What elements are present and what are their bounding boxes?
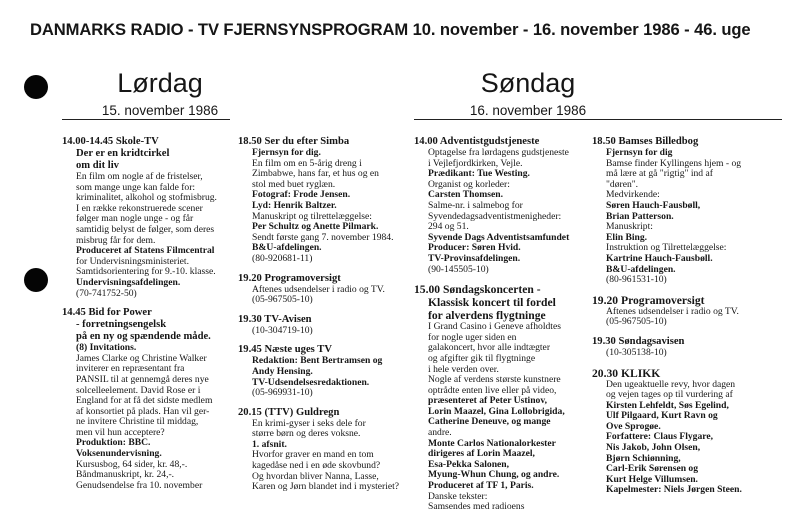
program-line: Myung-Whun Chung, og andre. bbox=[428, 469, 560, 481]
program-entry bbox=[414, 136, 602, 275]
program-description bbox=[414, 148, 602, 275]
program-line: og vejen tages op til vurdering af bbox=[606, 389, 733, 401]
program-line: En krimi-gyser i seks dele for bbox=[252, 417, 366, 429]
program-line: Catherine Deneuve, og mange bbox=[428, 416, 551, 428]
program-line: samtidig belyst de følger, som deres bbox=[76, 223, 215, 235]
program-line: for alverdens flygtninge bbox=[428, 309, 546, 323]
program-line: dirigeres af Lorin Maazel, bbox=[428, 448, 535, 460]
program-line: for nogle uger siden en bbox=[428, 331, 517, 343]
divider-sunday bbox=[414, 119, 782, 120]
program-line: Nis Jakob, John Olsen, bbox=[606, 442, 701, 454]
program-entry bbox=[238, 136, 418, 265]
program-line: Kursusbog, 64 sider, kr. 48,-. bbox=[76, 458, 188, 470]
program-title: 14.00-14.45 Skole-TV bbox=[62, 136, 159, 147]
program-line: Genudsendelse fra 10. november bbox=[76, 479, 203, 491]
program-line: Klassisk koncert til fordel bbox=[428, 296, 556, 310]
program-title: 19.20 Programoversigt bbox=[238, 272, 341, 284]
day-heading-sunday bbox=[428, 68, 628, 120]
program-line: Og hvordan bliver Nanna, Lasse, bbox=[252, 470, 379, 482]
program-title: 14.00 Adventistgudstjeneste bbox=[414, 136, 540, 147]
program-line: præsenteret af Peter Ustinov, bbox=[428, 395, 548, 407]
program-description bbox=[238, 419, 418, 493]
program-line: Produceret af TF 1, Paris. bbox=[428, 480, 534, 492]
program-entry bbox=[62, 307, 232, 491]
program-title: 19.45 Næste uges TV bbox=[238, 344, 332, 356]
program-line: Lyd: Henrik Baltzer. bbox=[252, 199, 337, 211]
day-date: 15. november 1986 bbox=[101, 103, 219, 118]
divider-saturday bbox=[62, 119, 230, 120]
program-entry bbox=[592, 136, 787, 286]
program-entry bbox=[238, 407, 418, 493]
program-line: Fotograf: Frode Jensen. bbox=[252, 189, 351, 201]
program-description bbox=[238, 326, 418, 337]
program-line: 1. afsnit. bbox=[252, 438, 287, 450]
program-title: 18.50 Bamses Billedbog bbox=[592, 136, 699, 147]
program-description bbox=[414, 296, 602, 513]
program-line: Søren Hauch-Fausbøll, bbox=[606, 199, 701, 211]
program-line: Nogle af verdens største kunstnere bbox=[428, 374, 561, 386]
program-line: I Grand Casino i Geneve afholdtes bbox=[428, 321, 561, 333]
program-description bbox=[62, 148, 232, 299]
binder-hole-bottom bbox=[24, 268, 48, 292]
program-title: 19.30 Søndagsavisen bbox=[592, 335, 685, 347]
program-title: 19.20 Programoversigt bbox=[592, 293, 705, 307]
program-line: TV-Udsendelsesredaktionen. bbox=[252, 376, 370, 388]
program-title: 15.00 Søndagskoncerten - bbox=[414, 283, 541, 297]
program-line: ne invitere Christine til middag, bbox=[76, 416, 199, 428]
program-line: i Vejlefjordkirken, Vejle. bbox=[428, 157, 523, 169]
program-line: (80-961531-10) bbox=[606, 274, 667, 286]
program-line: Lorin Maazel, Gina Lollobrigida, bbox=[428, 405, 565, 417]
program-line: Per Schultz og Anette Pilmark. bbox=[252, 221, 379, 233]
program-line: Syvende Dags Adventistsamfundet bbox=[428, 231, 570, 243]
program-line: for Undervisningsministeriet. bbox=[76, 255, 189, 267]
day-heading-saturday bbox=[80, 68, 240, 120]
program-line: Prædikant: Tue Westing. bbox=[428, 168, 530, 180]
program-line: Carsten Thomsen. bbox=[428, 189, 503, 201]
program-line: "døren". bbox=[606, 178, 639, 190]
program-description bbox=[592, 380, 787, 497]
program-line: men vil hun acceptere? bbox=[76, 426, 165, 438]
program-line: Sendt første gang 7. november 1984. bbox=[252, 231, 394, 243]
program-line: Forfattere: Claus Flygare, bbox=[606, 431, 714, 443]
program-line: I en række rekonstruerede scener bbox=[76, 202, 203, 214]
program-line: Medvirkende: bbox=[606, 189, 660, 201]
program-line: Zimbabwe, hans far, et hus og en bbox=[252, 168, 379, 180]
program-line: Voksenundervisning. bbox=[76, 448, 162, 460]
program-description bbox=[592, 148, 787, 286]
program-line: Andy Hensing. bbox=[252, 365, 313, 377]
program-line: En film om en 5-årig dreng i bbox=[252, 157, 362, 169]
program-line: Syvendedagsadventistmenigheder: bbox=[428, 210, 562, 222]
program-line: Hvorfor graver en mand en tom bbox=[252, 449, 374, 461]
program-line: og afgifter gik til flygtninge bbox=[428, 352, 536, 364]
program-line: James Clarke og Christine Walker bbox=[76, 352, 207, 364]
program-line: misbrug får for dem. bbox=[76, 234, 156, 246]
program-line: (70-741752-50) bbox=[76, 287, 137, 299]
program-line: Samsendes med radioens bbox=[428, 501, 525, 513]
program-entry bbox=[592, 367, 787, 497]
program-line: inviterer en repræsentant fra bbox=[76, 363, 185, 375]
program-line: Kapelmester: Niels Jørgen Steen. bbox=[606, 484, 742, 496]
program-line: - forretningsengelsk bbox=[76, 319, 167, 331]
program-line: Aftenes udsendelser i radio og TV. bbox=[606, 305, 739, 317]
program-line: Instruktion og Tilrettelæggelse: bbox=[606, 242, 727, 254]
program-line: Produceret af Statens Filmcentral bbox=[76, 245, 215, 257]
program-line: galakoncert, hvor alle indtægter bbox=[428, 342, 551, 354]
program-description bbox=[238, 356, 418, 398]
binder-hole-top bbox=[24, 75, 48, 99]
program-description bbox=[238, 148, 418, 265]
program-line: Manuskript og tilrettelæggelse: bbox=[252, 210, 372, 222]
page-header: DANMARKS RADIO - TV FJERNSYNSPROGRAM 10. november - 16. november 1986 - 46. uge bbox=[30, 20, 751, 39]
program-line: solcelleelement. David Rose er i bbox=[76, 384, 201, 396]
day-name: Lørdag bbox=[117, 68, 203, 98]
program-line: Samtidsorientering for 9.-10. klasse. bbox=[76, 266, 216, 278]
program-line: Danske tekster: bbox=[428, 490, 488, 502]
program-line: England for at få det sidste medlem bbox=[76, 395, 213, 407]
day-date: 16. november 1986 bbox=[469, 103, 587, 118]
program-line: Karen og Jørn blandet ind i mysteriet? bbox=[252, 481, 400, 493]
program-entry bbox=[238, 314, 418, 337]
program-line: af konsortiet på plads. Han vil ger- bbox=[76, 405, 210, 417]
program-line: Carl-Erik Sørensen og bbox=[606, 463, 699, 475]
program-line: Optagelse fra lørdagens gudstjeneste bbox=[428, 147, 569, 158]
program-line: følger man nogle unge - og får bbox=[76, 213, 194, 225]
program-entry bbox=[238, 344, 418, 398]
program-line: B&U-afdelingen. bbox=[606, 263, 676, 275]
program-title: 19.30 TV-Avisen bbox=[238, 313, 312, 325]
program-line: andre. bbox=[428, 427, 452, 439]
program-line: Kartrine Hauch-Fausbøll. bbox=[606, 252, 713, 264]
program-line: Redaktion: Bent Bertramsen og bbox=[252, 355, 383, 367]
program-line: PANSIL til at gennemgå deres nye bbox=[76, 373, 209, 385]
program-line: Producer: Søren Hvid. bbox=[428, 242, 521, 254]
program-line: Bamse finder Kyllingens hjem - og bbox=[606, 157, 742, 169]
program-line: Der er en kridtcirkel bbox=[76, 148, 170, 159]
program-line: som mange unge kan falde for: bbox=[76, 181, 196, 193]
program-title: 20.30 KLIKK bbox=[592, 366, 661, 380]
column-sunday-afternoon bbox=[414, 136, 602, 513]
program-line: B&U-afdelingen. bbox=[252, 242, 322, 254]
program-title: 20.15 (TTV) Guldregn bbox=[238, 406, 340, 418]
program-line: Båndmanuskript, kr. 24,-. bbox=[76, 469, 175, 481]
program-line: (10-304719-10) bbox=[252, 324, 313, 336]
program-line: kagedåse ned i en øde skovbund? bbox=[252, 460, 381, 472]
program-line: Elin Bing. bbox=[606, 231, 648, 243]
program-line: kriminalitet, alkohol og stofmisbrug. bbox=[76, 192, 217, 204]
program-entry bbox=[238, 273, 418, 306]
program-line: Kurt Helge Villumsen. bbox=[606, 473, 698, 485]
program-line: optrådte enten live eller på video, bbox=[428, 384, 557, 396]
program-line: Salme-nr. i salmebog for bbox=[428, 199, 523, 211]
program-line: må lære at gå "rigtig" ind af bbox=[606, 168, 713, 180]
program-line: Ulf Pilgaard, Kurt Ravn og bbox=[606, 410, 718, 422]
program-line: (05-967505-10) bbox=[606, 316, 667, 328]
program-line: på en ny og spændende måde. bbox=[76, 331, 211, 343]
program-line: Produktion: BBC. bbox=[76, 437, 151, 449]
program-entry bbox=[592, 294, 787, 328]
program-line: Esa-Pekka Salonen, bbox=[428, 458, 510, 470]
program-description bbox=[238, 285, 418, 306]
program-line: Ove Sprogøe. bbox=[606, 420, 661, 432]
column-saturday-evening bbox=[238, 136, 418, 493]
program-line: (10-305138-10) bbox=[606, 346, 667, 358]
program-line: En film om nogle af de fristelser, bbox=[76, 171, 203, 182]
program-description bbox=[592, 307, 787, 328]
program-line: om dit liv bbox=[76, 160, 119, 171]
program-title: 14.45 Bid for Power bbox=[62, 307, 152, 319]
column-sunday-evening bbox=[592, 136, 787, 496]
program-line: (80-920681-11) bbox=[252, 252, 313, 264]
program-entry bbox=[414, 283, 602, 513]
program-line: (90-145505-10) bbox=[428, 263, 489, 275]
program-line: (05-969931-10) bbox=[252, 387, 313, 399]
program-line: 294 og 51. bbox=[428, 221, 469, 233]
program-entry bbox=[592, 336, 787, 359]
program-line: Monte Carlos Nationalorkester bbox=[428, 437, 556, 449]
program-line: Kirsten Lehfeldt, Søs Egelind, bbox=[606, 399, 729, 411]
program-line: Den ugeaktuelle revy, hvor dagen bbox=[606, 378, 736, 390]
column-saturday-afternoon bbox=[62, 136, 232, 491]
program-description bbox=[592, 348, 787, 359]
program-line: Brian Patterson. bbox=[606, 210, 674, 222]
program-line: Bjørn Schiønning, bbox=[606, 452, 681, 464]
day-name: Søndag bbox=[480, 68, 576, 98]
program-line: Undervisningsafdelingen. bbox=[76, 276, 181, 288]
program-line: Fjernsyn for dig. bbox=[252, 147, 321, 158]
program-line: Organist og korleder: bbox=[428, 178, 510, 190]
program-line: i hele verden over. bbox=[428, 363, 499, 375]
program-line: TV-Provinsafdelingen. bbox=[428, 252, 521, 264]
program-entry bbox=[62, 136, 232, 299]
program-line: Fjernsyn for dig bbox=[606, 147, 673, 158]
program-line: (05-967505-10) bbox=[252, 294, 313, 306]
program-line: stol med buet ryglæn. bbox=[252, 178, 336, 190]
program-title: 18.50 Ser du efter Simba bbox=[238, 136, 350, 147]
program-line: Aftenes udsendelser i radio og TV. bbox=[252, 283, 385, 295]
program-description bbox=[62, 319, 232, 491]
program-line: større børn og deres voksne. bbox=[252, 428, 361, 440]
program-line: (8) Invitations. bbox=[76, 342, 137, 354]
program-line: Manuskript: bbox=[606, 221, 653, 233]
